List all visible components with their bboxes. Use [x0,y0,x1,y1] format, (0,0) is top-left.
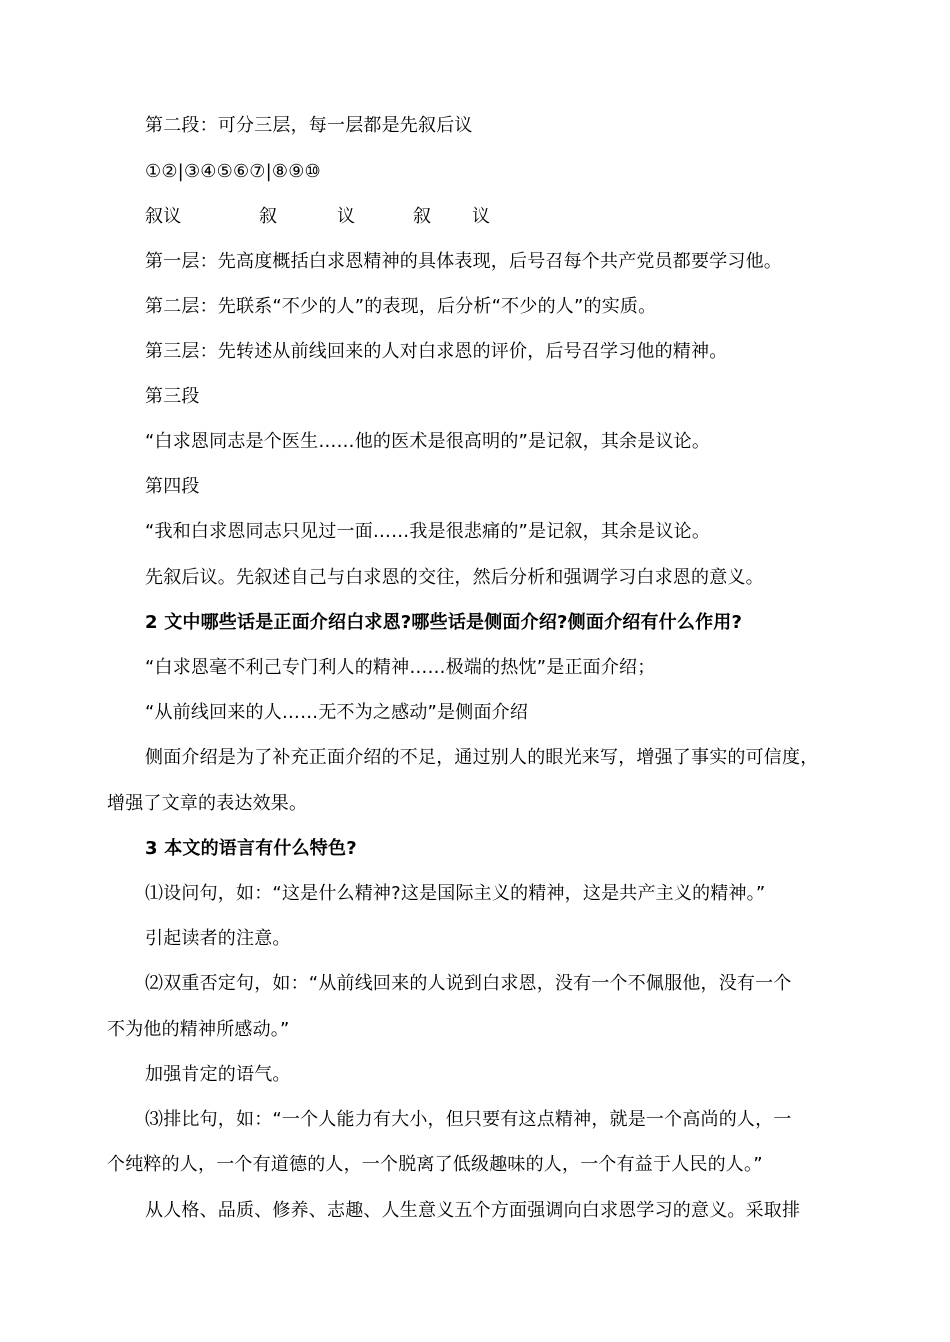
heading-third-section: 第三段 [145,386,200,407]
answer-2-indirect: “从前线回来的人……无不为之感动”是侧面介绍 [145,702,529,723]
label-discuss-1: 议 [337,206,356,227]
answer-3-rhetorical-effect: 引起读者的注意。 [145,928,291,949]
paragraph-third-section: “白求恩同志是个医生……他的医术是很高明的”是记叙，其余是议论。 [145,431,711,452]
paragraph-narrate-then-discuss: 先叙后议。先叙述自己与白求恩的交往，然后分析和强调学习白求恩的意义。 [145,567,764,588]
label-narrate-discuss: 叙议 [145,206,182,227]
answer-2-effect-line1: 侧面介绍是为了补充正面介绍的不足，通过别人的眼光来写，增强了事实的可信度， [145,747,819,768]
label-narrate-2: 叙 [413,206,432,227]
label-discuss-2: 议 [472,206,491,227]
answer-3-double-negative-line1: ⑵双重否定句，如：“从前线回来的人说到白求恩，没有一个不佩服他，没有一个 [145,973,792,994]
paragraph-fourth-section: “我和白求恩同志只见过一面……我是很悲痛的”是记叙，其余是议论。 [145,521,711,542]
answer-2-effect-line2: 增强了文章的表达效果。 [107,793,308,814]
answer-3-double-negative-line2: 不为他的精神所感动。” [107,1019,290,1040]
answer-3-double-negative-effect: 加强肯定的语气。 [145,1064,291,1085]
heading-fourth-section: 第四段 [145,476,200,497]
answer-3-parallelism-line1: ⑶排比句，如：“一个人能力有大小，但只要有这点精神，就是一个高尚的人，一 [145,1109,792,1130]
paragraph-layer-two: 第二层：先联系“不少的人”的表现，后分析“不少的人”的实质。 [145,296,657,317]
question-3: 3 本文的语言有什么特色? [145,838,357,859]
answer-2-direct: “白求恩毫不利己专门利人的精神……极端的热忱”是正面介绍； [145,657,656,678]
label-narrate-1: 叙 [259,206,278,227]
narrate-discuss-labels [145,205,505,229]
answer-3-rhetorical-question: ⑴设问句，如：“这是什么精神?这是国际主义的精神，这是共产主义的精神。” [145,883,766,904]
answer-3-parallelism-effect: 从人格、品质、修养、志趣、人生意义五个方面强调向白求恩学习的意义。采取排 [145,1200,801,1221]
paragraph-layer-three: 第三层：先转述从前线回来的人对白求恩的评价，后号召学习他的精神。 [145,341,728,362]
answer-3-parallelism-line2: 个纯粹的人，一个有道德的人，一个脱离了低级趣味的人，一个有益于人民的人。” [107,1154,763,1175]
paragraph-numbering: ①②|③④⑤⑥⑦|⑧⑨⑩ [145,161,321,182]
paragraph-second-section: 第二段：可分三层，每一层都是先叙后议 [145,115,473,136]
paragraph-layer-one: 第一层：先高度概括白求恩精神的具体表现，后号召每个共产党员都要学习他。 [145,251,782,272]
question-2: 2 文中哪些话是正面介绍白求恩?哪些话是侧面介绍?侧面介绍有什么作用? [145,612,743,633]
